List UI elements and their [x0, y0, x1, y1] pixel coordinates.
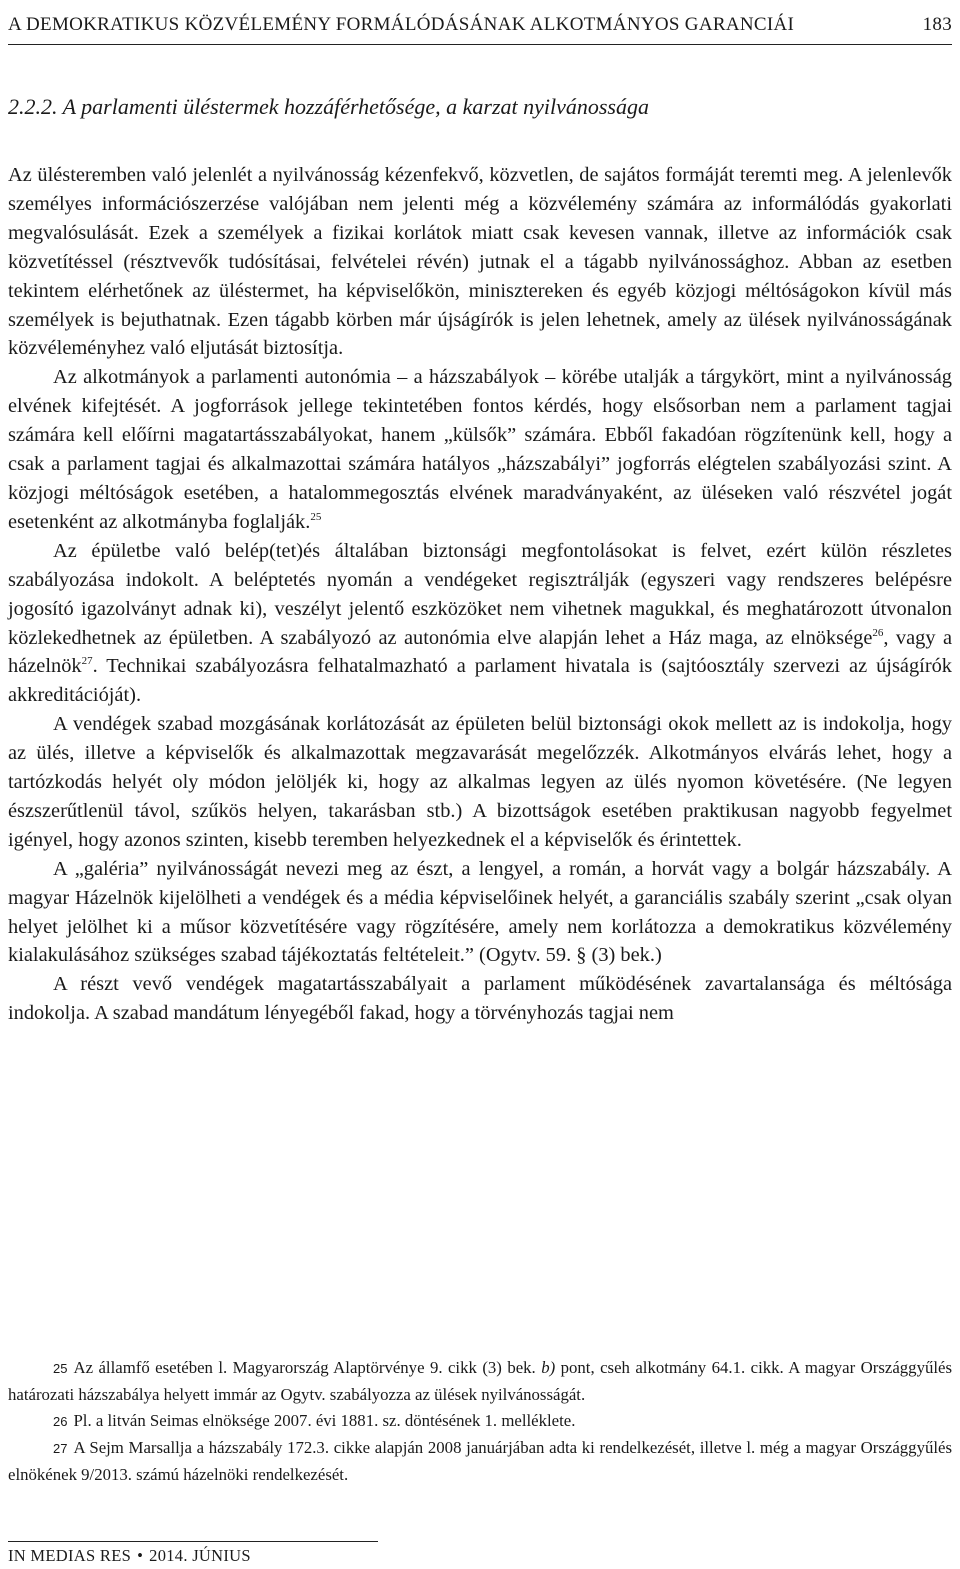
bullet-separator: • [137, 1546, 144, 1565]
paragraph-3-text-c: . Technikai szabályozásra felhatalmazható a parlament hivatala is (sajtóosztály szervezi az újságírók akkreditációját). [8, 655, 952, 707]
paragraph-2-text: Az alkotmányok a parlamenti autonómia – a házszabályok – körébe utalják a tárgykört, mint a nyilvánosság elvének kifejtését. A jogforrások jellege tekintetében fontos kérdés, hogy elsősorban nem a parlament tagjai számára kell előírni magatartásszabályokat, hanem „külsők” számára. Ebből fakadóan rögzítenünk kell, hogy a csak a parlament tagjai és alkalmazottai számára hatályos „házszabályi” jogforrás elégtelen szabályozási szint. A közjogi méltóságok esetében, a hatalommegosztás elvének maradványaként, az üléseken való részvétel jogát esetenként az alkotmányba foglalják. [8, 366, 952, 533]
footnote-text: Pl. a litván Seimas elnöksége 2007. évi 1881. sz. döntésének 1. melléklete. [73, 1411, 576, 1430]
paragraph-5: A „galéria” nyilvánosságát nevezi meg az észt, a lengyel, a román, a horvát vagy a bolgár házszabály. A magyar Házelnök kijelölheti a vendégek és a média képviselőinek helyét, a garanciális szabály szerint „csak olyan helyet jelölhet ki a műsor közvetítésére vagy rögzítésére, amely nem korlátozza a demokratikus közvélemény kialakulásához szükséges szabad tájékoztatás feltételeit.” (Ogytv. 59. § (3) bek.) [8, 857, 952, 967]
paragraph-4: A vendégek szabad mozgásának korlátozását az épületen belül biztonsági okok mellett az is indokolja, hogy az ülés, illetve a képviselők és alkalmazottak megzavarását megelőzzék. Alkotmányos elvárás lehet, hogy a tartózkodás helyét oly módon jelöljék ki, hogy az alkalmas legyen az ülés nyomon követésére. (Ne legyen észszerűtlenül távol, szűkös helyen, takarásban stb.) A bizottságok esetében praktikusan nagyobb fegyelmet igényel, hogy azonos szinten, kisebb teremben helyezkednek el a képviselők és érintettek. [8, 713, 952, 851]
section-title: 2.2.2. A parlamenti üléstermek hozzáférhetősége, a karzat nyilvánossága [8, 94, 649, 119]
paragraph-3-text-b: , vagy a házelnök [8, 626, 952, 678]
running-footer [8, 1546, 251, 1566]
running-title: A DEMOKRATIKUS KÖZVÉLEMÉNY FORMÁLÓDÁSÁNAK ALKOTMÁNYOS GARANCIÁI [8, 14, 795, 35]
footnote-ref-26[interactable]: 26 [872, 626, 884, 639]
footer-rule [8, 1541, 378, 1542]
paragraph-1: Az ülésteremben való jelenlét a nyilvánosság kézenfekvő, közvetlen, de sajátos formáját teremti meg. A jelenlevők személyes információszerzése valójában nem jelenti még a közvélemény számára az informálódás gyakorlati megvalósulását. Ezek a személyek a fizikai korlátok miatt csak kevesen vannak, illetve az információk csak közvetítéssel (résztvevők tudósításai, felvételei révén) jutnak el a tágabb nyilvánossághoz. Abban az esetben tekintem elérhetőnek az üléstermet, ha képviselőkön, minisztereken és egyéb közjogi méltóságokon kívül más személyek is bejuthatnak. Ezen tágabb körben már újságírók is jelen lehetnek, amely az ülések nyilvánosságának közvéleményhez való eljutását biztosítja. [8, 164, 952, 360]
footnote-ref-25[interactable]: 25 [310, 511, 322, 524]
footnote-number: 26 [53, 1414, 68, 1429]
footnote-text: A Sejm Marsallja a házszabály 172.3. cikke alapján 2008 januárjában adta ki rendelkezését, illetve l. még a magyar Országgyűlés elnökének 9/2013. számú házelnöki rendelkezését. [8, 1438, 952, 1484]
footnotes [8, 1355, 952, 1488]
footnote-text: pont, cseh alkotmány 64.1. cikk. A magyar Országgyűlés határozati házszabálya helyett immár az Ogytv. szabályozza az ülések nyilvánosságát. [8, 1358, 952, 1404]
paragraph-3 [8, 537, 952, 710]
header-rule [8, 44, 952, 45]
footnote-text: Az államfő esetében l. Magyarország Alaptörvénye 9. cikk (3) bek. [73, 1358, 542, 1377]
footnote-26 [8, 1408, 952, 1435]
running-header [8, 2, 952, 36]
page-number: 183 [922, 14, 952, 35]
footnote-27 [8, 1435, 952, 1488]
paragraph-2 [8, 363, 952, 536]
footnote-25 [8, 1355, 952, 1408]
journal-name: IN MEDIAS RES [8, 1546, 132, 1565]
paragraph-6: A részt vevő vendégek magatartásszabályait a parlament működésének zavartalansága és méltósága indokolja. A szabad mandátum lényegéből fakad, hogy a törvényhozás tagjai nem [8, 973, 952, 1025]
footnote-emphasis: b) [541, 1358, 556, 1377]
paragraph-3-text-a: Az épületbe való belép(tet)és általában biztonsági megfontolásokat is felvet, ezért külön részletes szabályozása indokolt. A beléptetés nyomán a vendégeket regisztrálják (egyszeri vagy rendszeres belépésre jogosító igazolványt adnak ki), veszélyt jelentő eszközöket nem vihetnek magukkal, és meghatározott útvonalon közlekedhetnek az épületben. A szabályozó az autonómia elve alapján lehet a Ház maga, az elnöksége [8, 539, 952, 649]
footnote-number: 25 [53, 1361, 68, 1376]
issue-date: 2014. JÚNIUS [149, 1546, 251, 1565]
body-text [8, 161, 952, 1028]
footnote-number: 27 [53, 1441, 68, 1456]
footnote-ref-27[interactable]: 27 [81, 655, 93, 668]
